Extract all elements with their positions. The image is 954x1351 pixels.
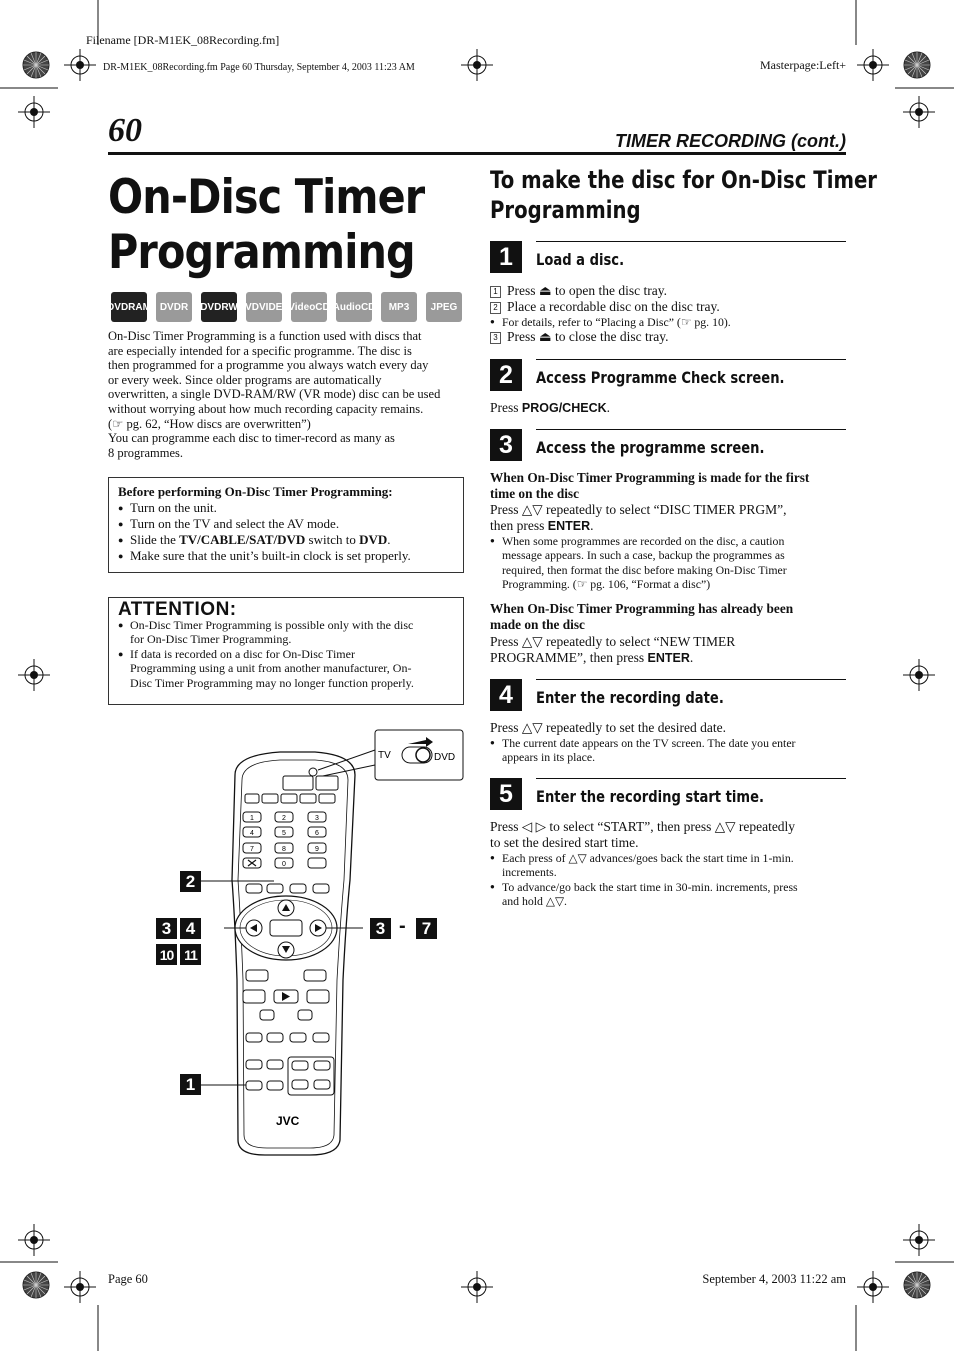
disc-badge — [107, 292, 151, 322]
badge-line-1: MP3 — [388, 301, 410, 313]
note-line: appears in its place. — [502, 750, 596, 765]
file-info-label: DR-M1EK_08Recording.fm Page 60 Thursday, September 4, 2003 11:23 AM — [103, 62, 415, 73]
callout-step-7: 7 — [416, 918, 437, 939]
badge-line-2: VIDEO — [259, 301, 291, 313]
attention-line: Disc Timer Programming may no longer function properly. — [130, 675, 414, 690]
badge-line-1: JPEG — [430, 301, 458, 313]
disc-badge — [156, 292, 192, 322]
attention-title: ATTENTION: — [118, 599, 237, 620]
text: . — [689, 650, 694, 665]
step-4-rule — [536, 679, 846, 680]
note-line: Programming. (☞ pg. 106, “Format a disc”) — [502, 577, 711, 592]
attention-item — [118, 647, 454, 690]
text: to set the desired start time. — [490, 835, 639, 850]
step-3-number: 3 — [490, 429, 522, 461]
badge-line-2: R — [180, 301, 189, 313]
step-1-title: Load a disc. — [536, 250, 625, 269]
open-close-button — [246, 1081, 262, 1090]
intro-line: are especially intended for a specific programme. The disc is — [108, 343, 412, 358]
note-line: and hold △▽. — [502, 894, 567, 909]
number-key-label: 0 — [282, 861, 286, 868]
step-5-note — [490, 880, 846, 909]
callout-step-3: 3 — [156, 918, 177, 939]
switch-position: DVD — [359, 532, 388, 547]
step-3-title: Access the programme screen. — [536, 438, 765, 457]
step-5-rule — [536, 778, 846, 779]
step-5-title: Enter the recording start time. — [536, 787, 764, 806]
number-key-label: 2 — [282, 815, 286, 822]
intro-line: then programmed for a programme you always watch every day — [108, 358, 429, 373]
step-1-note: ● For details, refer to “Placing a Disc” (☞ pg. 10). — [490, 315, 846, 329]
step-1-number: 1 — [490, 241, 522, 273]
text: Press — [490, 400, 522, 415]
step-5-note — [490, 851, 846, 880]
item-number-box: 2 — [490, 302, 501, 314]
item-text: Press ⏏ to open the disc tray. — [507, 283, 667, 298]
callout-range-dash: - — [399, 915, 406, 937]
step-4-note — [490, 736, 846, 765]
item-text: Press ⏏ to close the disc tray. — [507, 329, 669, 344]
text: Press △▽ repeatedly to select “DISC TIMER PRGM”, — [490, 502, 787, 517]
switch-dvd-label: DVD — [434, 752, 456, 763]
intro-line: (☞ pg. 62, “How discs are overwritten”) — [108, 416, 311, 431]
filename-label: Filename [DR-M1EK_08Recording.fm] — [86, 33, 280, 47]
disc-type-badges — [107, 292, 462, 322]
step-2-number: 2 — [490, 359, 522, 391]
badge-line-2: CD — [360, 301, 376, 313]
step-1-item — [490, 329, 668, 345]
step-2-text — [490, 400, 846, 416]
intro-line: without worrying about how much recording capacity remains. — [108, 401, 424, 416]
note-line: increments. — [502, 865, 557, 880]
step-3-subhead-existing — [490, 601, 846, 633]
attention-line: Programming using a unit from another manufacturer, On- — [130, 661, 412, 676]
disc-badge — [381, 292, 417, 322]
step-5-number: 5 — [490, 778, 522, 810]
intro-line: On-Disc Timer Programming is a function used with discs that — [108, 329, 422, 343]
switch-knob — [416, 748, 430, 762]
page-number: 60 — [108, 112, 142, 149]
enter-button — [270, 920, 302, 936]
item-number-box: 1 — [490, 286, 501, 298]
text: Press △▽ repeatedly to select “NEW TIMER — [490, 634, 736, 649]
before-item: ● Make sure that the unit’s built-in clock is set properly. — [118, 548, 454, 564]
note-line: required, then format the disc before making On-Disc Timer — [502, 562, 787, 577]
attention-line: for On-Disc Timer Programming. — [130, 632, 292, 647]
badge-line-2: RW — [221, 301, 238, 313]
before-item-text: Slide the — [130, 532, 180, 547]
callout-step-2: 2 — [180, 871, 201, 892]
before-item: ● Turn on the TV and select the AV mode. — [118, 516, 454, 532]
callout-step-10: 10 — [156, 944, 177, 965]
intro-line: overwritten, a single DVD-RAM/RW (VR mode) disc can be used — [108, 387, 441, 402]
step-4-text: Press △▽ repeatedly to set the desired date. — [490, 720, 726, 735]
item-number-box: 3 — [490, 332, 501, 344]
step-3-rule — [536, 429, 846, 430]
note-line: message appears. In such a case, backup the programmes as — [502, 548, 785, 563]
badge-line-1: DVD — [237, 301, 259, 313]
callout-step-1: 1 — [180, 1074, 201, 1095]
intro-line: You can programme each disc to timer-record as many as — [108, 431, 395, 446]
attention-item — [118, 618, 454, 647]
step-4-number: 4 — [490, 679, 522, 711]
page-title-line-2: Programming — [108, 225, 415, 280]
text: PROGRAMME”, then press — [490, 650, 648, 665]
footer-date: September 4, 2003 11:22 am — [702, 1272, 846, 1286]
step-1-rule — [536, 241, 846, 242]
before-box — [108, 477, 464, 573]
subhead-line: When On-Disc Timer Programming is made for the first — [490, 470, 810, 485]
text: Press ◁ ▷ to select “START”, then press △▽ repeatedly — [490, 819, 796, 834]
switch-name: TV/CABLE/SAT/DVD — [179, 532, 306, 547]
badge-line-2: CD — [315, 301, 330, 313]
before-item — [118, 532, 454, 548]
page-title-line-1: On-Disc Timer — [108, 170, 425, 225]
attention-line: On-Disc Timer Programming is possible only with the disc — [130, 618, 414, 632]
disc-badge — [332, 292, 376, 322]
before-box-title: Before performing On-Disc Timer Programming: — [118, 484, 393, 499]
step-3-text-first — [490, 502, 846, 534]
note-line: To advance/go back the start time in 30-min. increments, press — [502, 880, 798, 894]
step-3-note — [490, 534, 846, 592]
number-key-label: 1 — [250, 815, 254, 822]
intro-line: or every week. Since older programs are automatically — [108, 372, 382, 387]
header-rule — [108, 152, 846, 155]
badge-line-2: RAM — [128, 301, 151, 313]
step-1-item — [490, 283, 667, 299]
badge-line-1: DVD — [107, 301, 129, 313]
step-1-item — [490, 299, 720, 315]
number-key-label: 5 — [282, 830, 286, 837]
before-item: ● Turn on the unit. — [118, 500, 454, 516]
callout-step-3-range: 3 — [370, 918, 391, 939]
text: . — [590, 518, 594, 533]
button-name: ENTER — [547, 519, 591, 533]
text: . — [606, 400, 610, 415]
text: then press — [490, 518, 548, 533]
number-key-label: 6 — [315, 830, 319, 837]
remote-brand: JVC — [276, 1114, 300, 1128]
button-name: ENTER — [647, 651, 690, 665]
section-title — [490, 165, 877, 225]
intro-line: 8 programmes. — [108, 445, 183, 460]
note-line: When some programmes are recorded on the disc, a caution — [502, 534, 785, 548]
footer-page: Page 60 — [108, 1272, 148, 1286]
disc-badge — [201, 292, 237, 322]
intro-text — [108, 329, 468, 460]
number-key-label: 9 — [315, 846, 319, 853]
badge-line-1: Audio — [332, 301, 361, 313]
attention-line: If data is recorded on a disc for On-Disc Timer — [130, 646, 355, 661]
page-title — [108, 170, 424, 280]
badge-line-1: Video — [288, 301, 316, 313]
badge-line-1: DVD — [200, 301, 222, 313]
callout-step-11: 11 — [180, 944, 201, 965]
running-head: TIMER RECORDING (cont.) — [615, 131, 846, 151]
callout-step-4: 4 — [180, 918, 201, 939]
number-key-label: 8 — [282, 846, 286, 853]
subhead-line: time on the disc — [490, 486, 580, 501]
disc-badge — [426, 292, 462, 322]
before-item-text: . — [387, 532, 391, 547]
step-3-text-existing — [490, 634, 846, 666]
step-3-subhead-first — [490, 470, 846, 502]
number-key-label: 4 — [250, 830, 254, 837]
step-4-title: Enter the recording date. — [536, 688, 724, 707]
section-title-line-2: Programming — [490, 196, 641, 224]
masterpage-label: Masterpage:Left+ — [760, 58, 847, 72]
badge-line-1: DVD — [159, 301, 181, 313]
step-5-text — [490, 819, 846, 851]
key — [308, 858, 326, 868]
subhead-line: When On-Disc Timer Programming has already been — [490, 601, 794, 616]
section-title-line-1: To make the disc for On-Disc Timer — [490, 166, 878, 194]
step-2-rule — [536, 359, 846, 360]
item-text: Place a recordable disc on the disc tray. — [507, 299, 720, 314]
disc-badge — [237, 292, 291, 322]
step-2-title: Access Programme Check screen. — [536, 368, 785, 387]
attention-box — [108, 597, 464, 705]
subhead-line: made on the disc — [490, 617, 585, 632]
note-line: The current date appears on the TV screen. The date you enter — [502, 736, 796, 750]
number-key-label: 7 — [250, 846, 254, 853]
disc-badge — [288, 292, 330, 322]
number-key-label: 3 — [315, 815, 319, 822]
before-item-text: switch to — [305, 532, 360, 547]
note-line: Each press of △▽ advances/goes back the start time in 1-min. — [502, 851, 794, 865]
switch-tv-label: TV — [378, 750, 391, 761]
button-name: PROG/CHECK — [521, 401, 607, 415]
